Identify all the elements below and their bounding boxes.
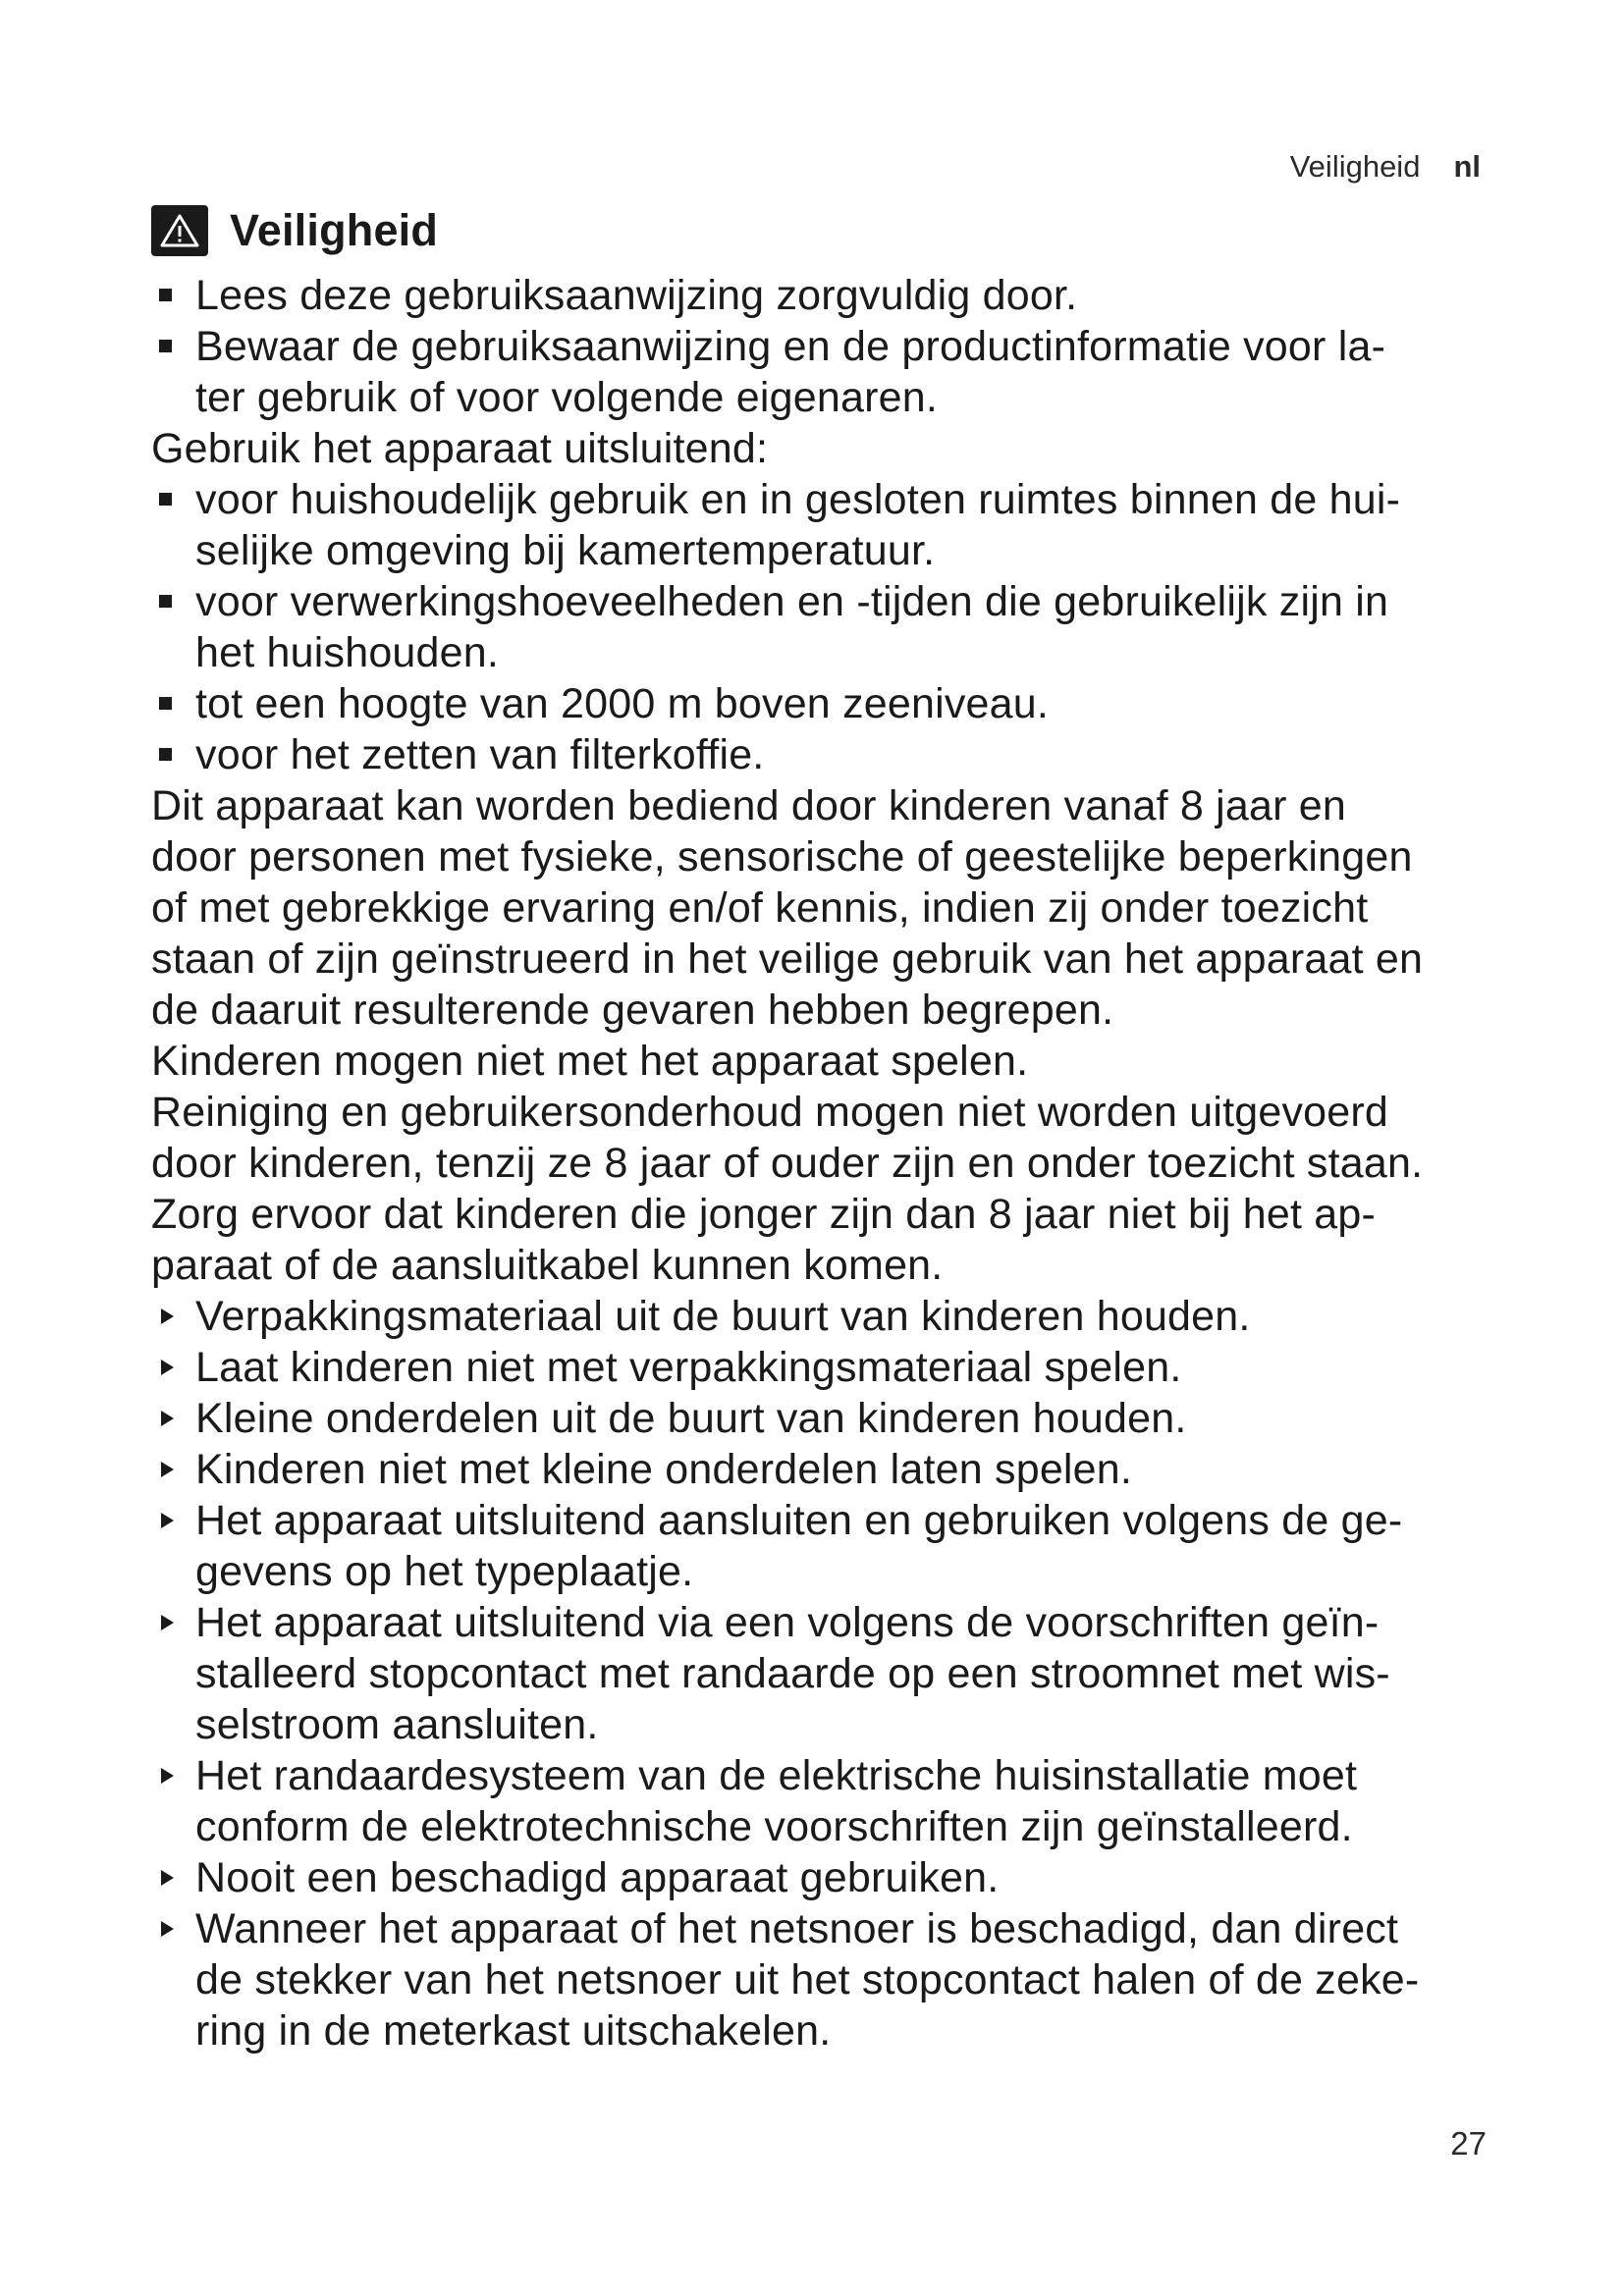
action-item-text: Het apparaat uitsluitend via een volgens de voorschriften geïn- stalleerd stopcontact met randaarde op een stroomnet met wis- selstroom aansluiten. [195,1599,1390,1748]
intro-list [151,270,1516,423]
header-language: nl [1453,149,1481,184]
action-item [151,1444,1516,1495]
action-item-text: Nooit een beschadigd apparaat gebruiken. [195,1854,1000,1901]
use-item-text: tot een hoogte van 2000 m boven zeeniveau. [195,680,1050,727]
section-title [151,201,1516,260]
use-item-text: voor huishoudelijk gebruik en in gesloten ruimtes binnen de hui- selijke omgeving bij kamertemperatuur. [195,476,1401,574]
action-item-text: Het randaardesysteem van de elektrische huisinstallatie moet conform de elektrotechnische voorschriften zijn geïnstalleerd. [195,1752,1358,1850]
use-item [151,729,1516,780]
action-item [151,1852,1516,1903]
action-item [151,1495,1516,1597]
action-item-text: Wanneer het apparaat of het netsnoer is beschadigd, dan direct de stekker van het netsnoer uit het stopcontact halen of de zeke- ring in de meterkast uitschakelen. [195,1905,1420,2055]
intro-item-text: Bewaar de gebruiksaanwijzing en de productinformatie voor la- ter gebruik of voor volgende eigenaren. [195,323,1386,421]
paragraph: Dit apparaat kan worden bediend door kinderen vanaf 8 jaar en door personen met fysieke, sensorische of geestelijke beperkingen of met gebrekkige ervaring en/of kennis, indien zij onder toezicht staan of zijn geïnstrueerd in het veilige gebruik van het apparaat en de daaruit resulterende gevaren hebben begrepen. [151,782,1424,1034]
action-item-text: Kleine onderdelen uit de buurt van kinderen houden. [195,1395,1187,1442]
use-list [151,474,1516,780]
use-item-text: voor verwerkingshoeveelheden en -tijden die gebruikelijk zijn in het huishouden. [195,578,1389,676]
use-item-text: voor het zetten van filterkoffie. [195,731,765,778]
page-number: 27 [1450,2125,1487,2162]
use-item [151,576,1516,678]
use-heading: Gebruik het apparaat uitsluitend: [151,425,769,472]
intro-item-text: Lees deze gebruiksaanwijzing zorgvuldig door. [195,272,1078,319]
action-list [151,1291,1516,2056]
paragraph: Zorg ervoor dat kinderen die jonger zijn dan 8 jaar niet bij het ap- paraat of de aansluitkabel kunnen komen. [151,1191,1376,1289]
intro-item [151,270,1516,321]
section-title-text: Veiligheid [230,205,439,255]
paragraph: Reiniging en gebruikersonderhoud mogen niet worden uitgevoerd door kinderen, tenzij ze 8 jaar of ouder zijn en onder toezicht staan. [151,1089,1424,1187]
warning-icon [151,205,208,256]
use-item [151,678,1516,729]
action-item [151,1750,1516,1852]
action-item [151,1291,1516,1342]
intro-item [151,321,1516,423]
action-item-text: Verpakkingsmateriaal uit de buurt van kinderen houden. [195,1293,1251,1340]
action-item [151,1597,1516,1750]
action-item [151,1903,1516,2056]
page-header [1290,149,1481,185]
action-item [151,1342,1516,1393]
use-item [151,474,1516,576]
action-item-text: Kinderen niet met kleine onderdelen laten spelen. [195,1446,1133,1493]
document-body [151,201,1516,2056]
action-item [151,1393,1516,1444]
action-item-text: Laat kinderen niet met verpakkingsmateriaal spelen. [195,1344,1182,1391]
action-item-text: Het apparaat uitsluitend aansluiten en gebruiken volgens de ge- gevens op het typeplaatje. [195,1497,1403,1595]
paragraph: Kinderen mogen niet met het apparaat spelen. [151,1038,1029,1085]
paragraph-list [151,780,1516,1291]
header-section: Veiligheid [1289,149,1421,184]
